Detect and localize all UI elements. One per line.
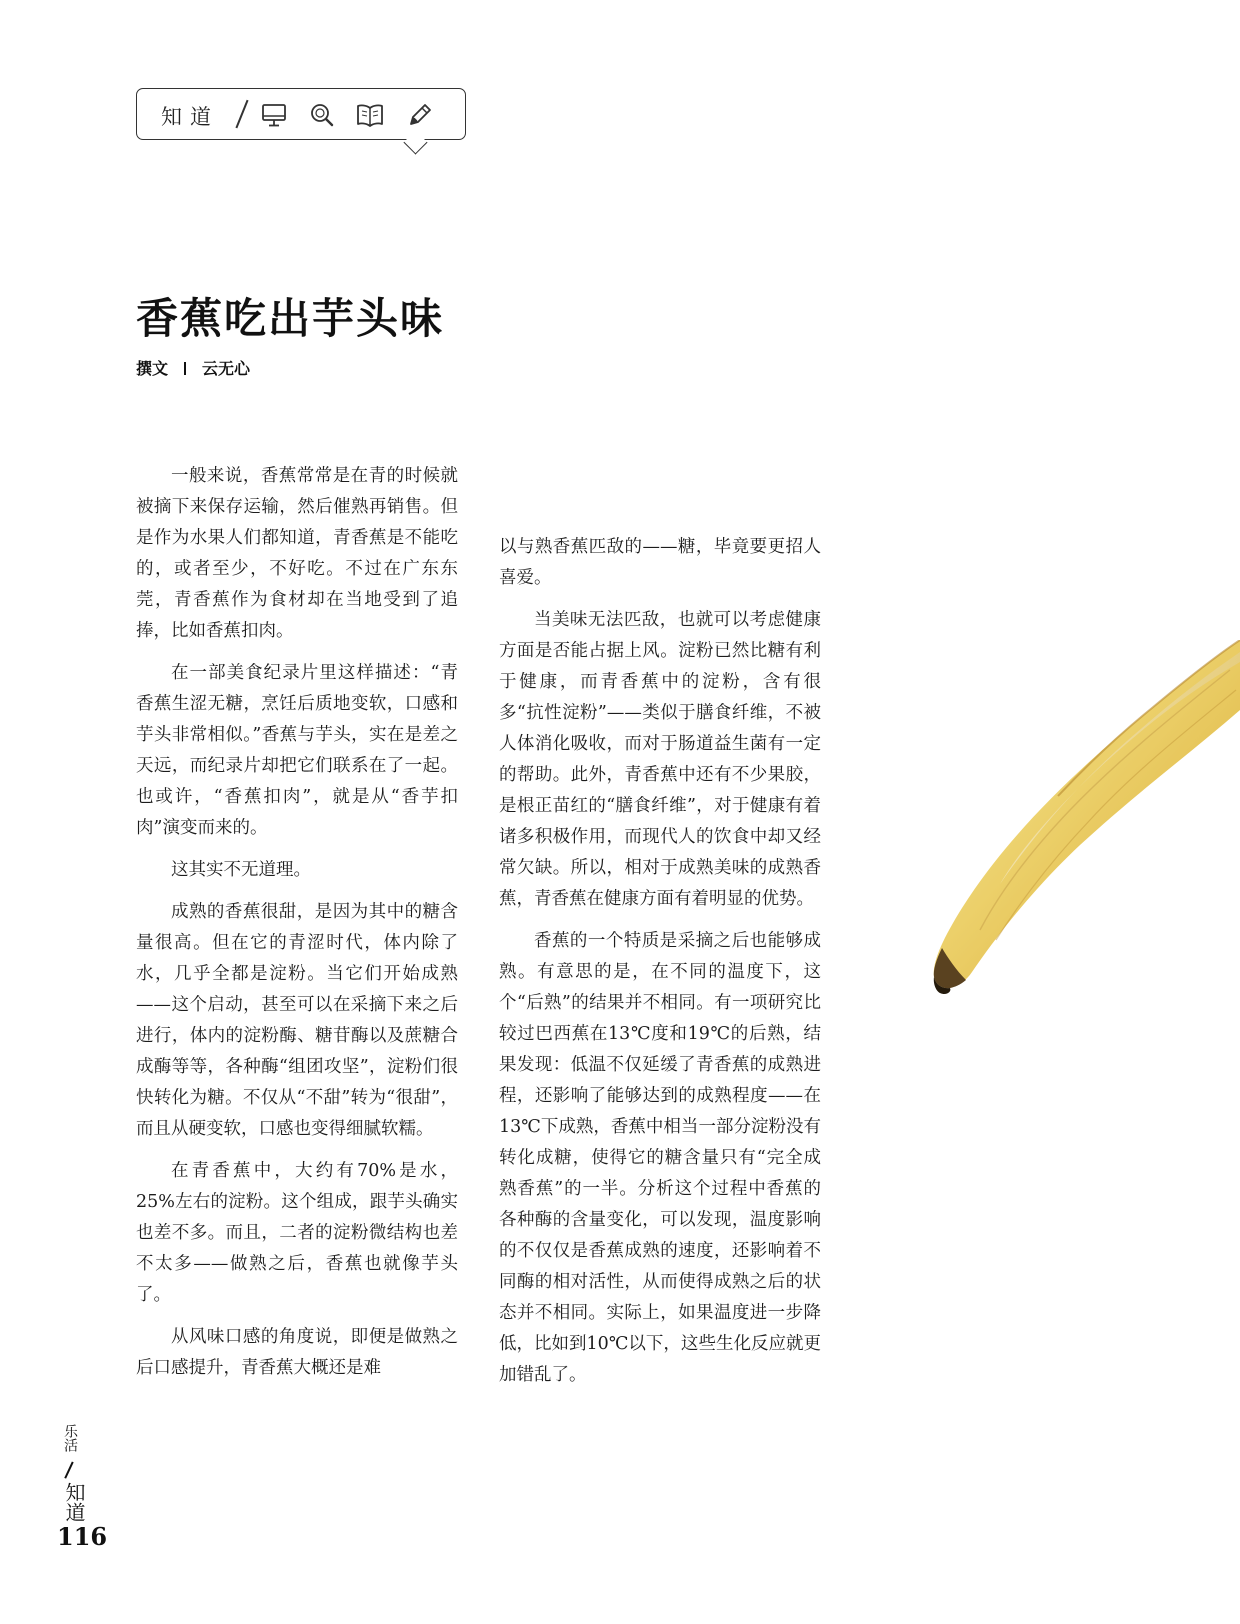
paragraph: 从风味口感的角度说，即便是做熟之后口感提升，青香蕉大概还是难 xyxy=(136,1327,458,1378)
body-column-right xyxy=(499,532,821,1402)
section-label: 知道 xyxy=(161,105,219,129)
pencil-icon xyxy=(405,100,435,130)
paragraph: 这其实不无道理。 xyxy=(171,860,311,880)
monitor-icon xyxy=(259,100,289,130)
byline-author: 云无心 xyxy=(202,359,251,378)
byline-separator xyxy=(184,362,186,375)
paragraph: 成熟的香蕉很甜，是因为其中的糖含量很高。但在它的青涩时代，体内除了水，几乎全都是淀粉。当它们开始成熟——这个启动，甚至可以在采摘下来之后进行，体内的淀粉酶、糖苷酶以及蔗糖合成酶等等，各种酶“组团攻坚”，淀粉们很快转化为糖。不仅从“不甜”转为“很甜”，而且从硬变软，口感也变得细腻软糯。 xyxy=(136,902,458,1139)
book-icon xyxy=(355,100,385,130)
magazine-name xyxy=(60,1424,80,1452)
byline xyxy=(136,356,250,379)
speech-pointer xyxy=(403,130,427,154)
folio-separator xyxy=(64,1462,73,1479)
search-icon xyxy=(307,100,337,130)
article-title: 香蕉吃出芋头味 xyxy=(136,294,445,343)
header-divider xyxy=(235,100,248,128)
magazine-name-bottom: 知道 xyxy=(62,1482,86,1522)
paragraph: 在青香蕉中，大约有70%是水，25%左右的淀粉。这个组成，跟芋头确实也差不多。而且，二者的淀粉微结构也差不太多——做熟之后，香蕉也就像芋头了。 xyxy=(136,1161,458,1305)
paragraph: 在一部美食纪录片里这样描述：“青香蕉生涩无糖，烹饪后质地变软，口感和芋头非常相似。”香蕉与芋头，实在是差之天远，而纪录片却把它们联系在了一起。也或许，“香蕉扣肉”，就是从“香芋扣肉”演变而来的。 xyxy=(136,663,458,838)
banana-image xyxy=(930,640,1240,1020)
magazine-section xyxy=(60,1482,89,1522)
paragraph-continuation: 以与熟香蕉匹敌的——糖，毕竟要更招人喜爱。 xyxy=(499,537,821,588)
byline-label: 撰文 xyxy=(136,359,169,378)
paragraph: 一般来说，香蕉常常是在青的时候就被摘下来保存运输，然后催熟再销售。但是作为水果人们都知道，青香蕉是不能吃的，或者至少，不好吃。不过在广东东莞，青香蕉作为食材却在当地受到了追捧，比如香蕉扣肉。 xyxy=(136,466,458,641)
page-number: 116 xyxy=(57,1522,108,1551)
paragraph: 当美味无法匹敌，也就可以考虑健康方面是否能占据上风。淀粉已然比糖有利于健康，而青香蕉中的淀粉，含有很多“抗性淀粉”——类似于膳食纤维，不被人体消化吸收，而对于肠道益生菌有一定的帮助。此外，青香蕉中还有不少果胶，是根正苗红的“膳食纤维”，对于健康有着诸多积极作用，而现代人的饮食中却又经常欠缺。所以，相对于成熟美味的成熟香蕉，青香蕉在健康方面有着明显的优势。 xyxy=(499,610,821,909)
body-column-left xyxy=(136,461,458,1395)
section-header-box xyxy=(136,88,466,140)
magazine-name-top: 乐活 xyxy=(62,1424,78,1452)
paragraph: 香蕉的一个特质是采摘之后也能够成熟。有意思的是，在不同的温度下，这个“后熟”的结果并不相同。有一项研究比较过巴西蕉在13℃度和19℃的后熟，结果发现：低温不仅延缓了青香蕉的成熟进程，还影响了能够达到的成熟程度——在13℃下成熟，香蕉中相当一部分淀粉没有转化成糖，使得它的糖含量只有“完全成熟香蕉”的一半。分析这个过程中香蕉的各种酶的含量变化，可以发现，温度影响的不仅仅是香蕉成熟的速度，还影响着不同酶的相对活性，从而使得成熟之后的状态并不相同。实际上，如果温度进一步降低，比如到10℃以下，这些生化反应就更加错乱了。 xyxy=(499,931,821,1385)
